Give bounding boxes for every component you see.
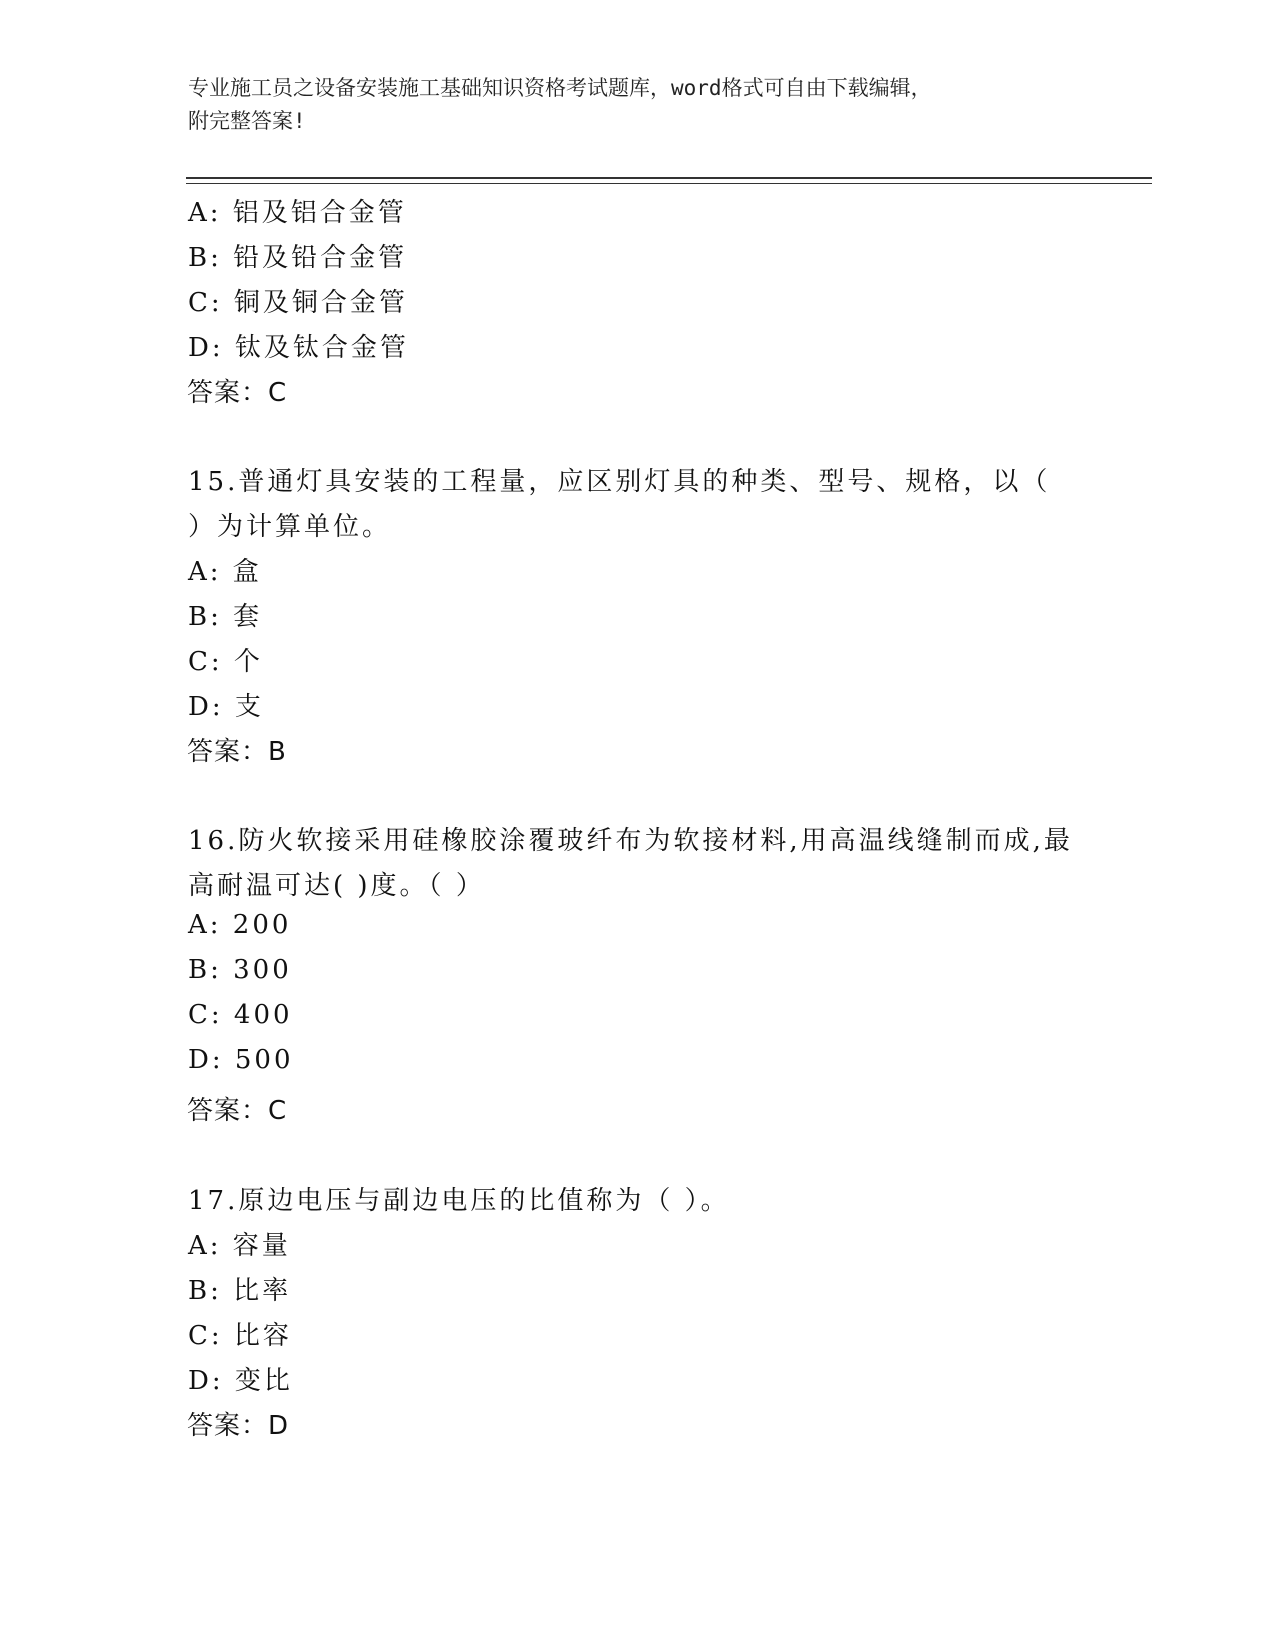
- header-rule-thin: [186, 183, 1152, 184]
- q15-stem-line-1: 15.普通灯具安装的工程量，应区别灯具的种类、型号、规格，以（: [188, 467, 1051, 497]
- q16-answer: 答案：C: [187, 1096, 288, 1126]
- q15-option-c: C: 个: [188, 647, 263, 677]
- q14-option-c: C: 铜及铜合金管: [188, 288, 408, 318]
- header-line-1: 专业施工员之设备安装施工基础知识资格考试题库，word格式可自由下载编辑，: [188, 76, 932, 100]
- q14-option-a: A: 铝及铝合金管: [188, 198, 407, 228]
- q15-option-d: D: 支: [188, 692, 264, 722]
- q17-answer: 答案：D: [187, 1411, 290, 1441]
- q17-option-d: D: 变比: [188, 1366, 293, 1396]
- q17-option-a: A: 容量: [188, 1231, 291, 1261]
- q16-option-a: A: 200: [188, 910, 292, 940]
- q17-option-b: B: 比率: [188, 1276, 292, 1306]
- q16-option-b: B: 300: [188, 955, 292, 985]
- q17-option-c: C: 比容: [188, 1321, 292, 1351]
- q17-stem-line-1: 17.原边电压与副边电压的比值称为（ ）。: [188, 1186, 730, 1216]
- q14-answer: 答案：C: [187, 378, 288, 408]
- q15-stem-line-2: ）为计算单位。: [188, 512, 392, 542]
- q15-answer: 答案：B: [187, 737, 287, 767]
- q15-option-b: B: 套: [188, 602, 263, 632]
- header-line-2: 附完整答案!: [188, 109, 306, 133]
- q14-option-b: B: 铅及铅合金管: [188, 243, 408, 273]
- header-rule-thick: [186, 177, 1152, 179]
- q16-option-c: C: 400: [188, 1000, 293, 1030]
- q16-stem-line-2: 高耐温可达( )度。（ ）: [188, 871, 485, 901]
- document-header: [188, 72, 1088, 138]
- q16-stem-line-1: 16.防火软接采用硅橡胶涂覆玻纤布为软接材料,用高温线缝制而成,最: [188, 826, 1073, 856]
- q14-option-d: D: 钛及钛合金管: [188, 333, 409, 363]
- q16-option-d: D: 500: [188, 1045, 294, 1075]
- q15-option-a: A: 盒: [188, 557, 262, 587]
